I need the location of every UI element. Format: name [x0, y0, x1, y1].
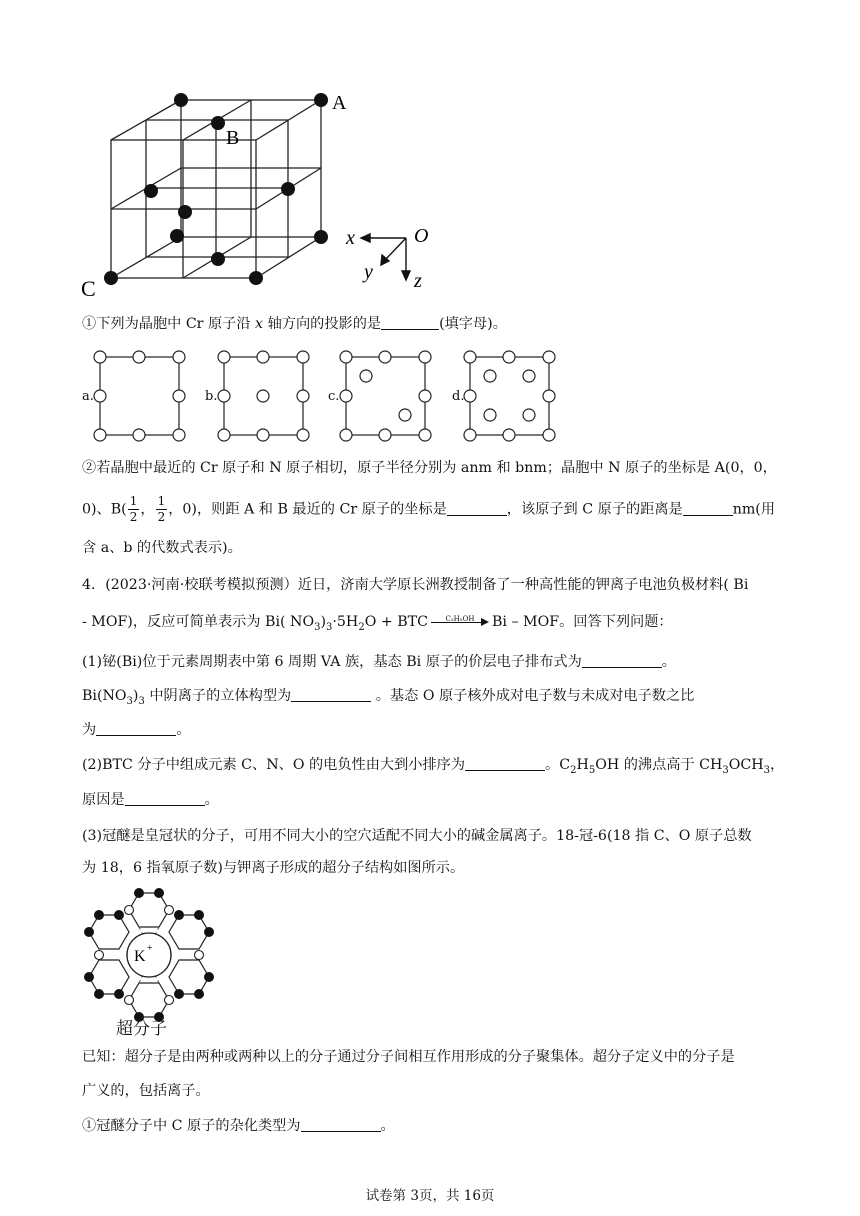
known-line2: 广义的，包括离子。	[82, 1083, 210, 1099]
q3-part2-line3: 含 a、b 的代数式表示)。	[82, 540, 242, 556]
q4-sub3-line2: 为 18，6 指氧原子数)与钾离子形成的超分子结构如图所示。	[82, 860, 465, 876]
label-A: A	[332, 92, 347, 114]
known-line1: 已知：超分子是由两种或两种以上的分子通过分子间相互作用形成的分子聚集体。超分子定义中的分子是	[82, 1049, 735, 1065]
reaction-arrow-icon: C₂H₅OH	[431, 612, 489, 630]
axis-O-label: O	[414, 225, 429, 247]
answer-blank[interactable]	[301, 1117, 381, 1132]
q4-sub3-part1: ①冠醚分子中 C 原子的杂化类型为 。	[82, 1118, 395, 1134]
answer-blank[interactable]	[381, 315, 439, 330]
axis-z-label: z	[414, 270, 422, 292]
fraction-half: $\frac{1}{2}$	[129, 494, 138, 524]
label-C: C	[81, 276, 96, 301]
page-footer: 试卷第 3页，共 16页	[365, 1188, 495, 1204]
q4-sub1-line2: $Bi(NO_3)_3$ 中阴离子的立体构型为 。基态 O 原子核外成对电子数与未成对电子数之比	[82, 688, 695, 707]
kplus-label: K	[134, 948, 146, 965]
q4-sub1-line1: (1)铋(Bi)位于元素周期表中第 6 周期 VA 族，基态 Bi 原子的价层电子排布式为 。	[82, 654, 676, 670]
q4-sub2-line1: (2)BTC 分子中组成元素 C、N、O 的电负性由大到小排序为 。$C_2H_5OH$ 的沸点高于 $CH_3OCH_3$，	[82, 757, 785, 776]
option-d-diagram[interactable]	[460, 348, 560, 444]
answer-blank[interactable]	[125, 791, 205, 806]
option-b-label: b.	[205, 389, 218, 404]
option-a-diagram[interactable]	[90, 348, 190, 444]
option-c-diagram[interactable]	[336, 348, 436, 444]
answer-blank[interactable]	[465, 756, 545, 771]
answer-blank[interactable]	[683, 501, 733, 516]
option-c-label: c.	[328, 389, 340, 404]
kplus-charge: +	[147, 943, 153, 954]
option-a-label: a.	[82, 389, 94, 404]
supramolecule-figure	[84, 885, 214, 1035]
q3-part1: ①下列为晶胞中 Cr 原子沿 x 轴方向的投影的是 (填字母)。	[82, 316, 507, 332]
q4-sub2-line2: 原因是 。	[82, 792, 219, 808]
fraction-half: $\frac{1}{2}$	[157, 494, 166, 524]
option-d-label: d.	[452, 389, 465, 404]
label-B: B	[226, 127, 240, 149]
q4-intro-line2: - MOF)，反应可简单表示为 Bi( $NO_3)_3\cdot 5H_2O$ + BTC C₂H₅OH Bi – MOF。回答下列问题：	[82, 614, 673, 633]
q4-intro-line1: 4．(2023·河南·校联考模拟预测）近日，济南大学原长洲教授制备了一种高性能的钾离子电池负极材料( Bi	[82, 577, 749, 593]
q4-sub3-line1: (3)冠醚是皇冠状的分子，可用不同大小的空穴适配不同大小的碱金属离子。18-冠-6(18 指 C、O 原子总数	[82, 828, 752, 844]
supramolecule-caption: 超分子	[116, 1019, 167, 1039]
q4-sub1-line3: 为 。	[82, 722, 191, 738]
q3-part2-line1: ②若晶胞中最近的 Cr 原子和 N 原子相切，原子半径分别为 anm 和 bnm；晶胞中 N 原子的坐标是 A(0，0，	[82, 460, 777, 476]
answer-blank[interactable]	[96, 721, 176, 736]
answer-blank[interactable]	[582, 653, 662, 668]
crystal-cell-figure	[78, 88, 448, 303]
axis-x-label: x	[346, 227, 355, 249]
axis-y-label: y	[364, 261, 373, 283]
q3-part2-line2: 0)、B( $\frac{1}{2}$ ， $\frac{1}{2}$ ，0)，则距 A 和 B 最近的 Cr 原子的坐标是 ，该原子到 C 原子的距离是 nm(用	[82, 494, 776, 524]
answer-blank[interactable]	[291, 687, 371, 702]
option-b-diagram[interactable]	[214, 348, 314, 444]
answer-blank[interactable]	[447, 501, 507, 516]
